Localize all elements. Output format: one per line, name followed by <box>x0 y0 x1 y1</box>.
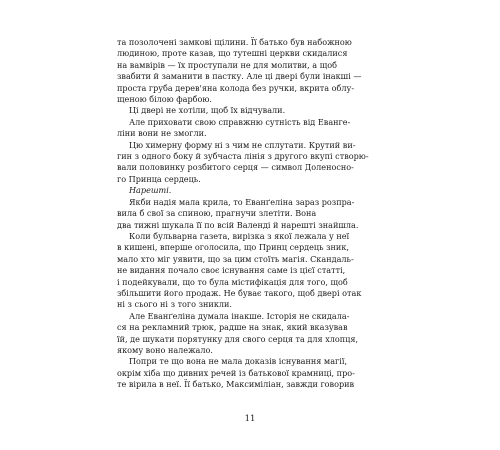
paragraph-2: Ці двері не хотіли, щоб їх відчували. <box>129 105 286 116</box>
paragraph-6: Якби надія мала крила, то Еванґеліна зараз розпра- вила б свої за спиною, прагнучи злетіти. Вона два тижні шукала її по всій Валенді й нарешті знайшла. <box>117 196 359 230</box>
paragraph-9: Попри те що вона не мала доказів існування магії, окрім хіба що дивних речей із батькової крамниці, про- те вірила в неї. Її батько, Максиміліан, завжди говорив <box>117 356 355 390</box>
page-number: 11 <box>244 414 256 424</box>
paragraph-4: Цю химерну форму ні з чим не сплутати. Крутий ви- гин з одного боку й зубчаста лінія з другого вкупі створю- вали половинку розбитого серця — символ Доленосно- го Принца сердець. <box>117 139 369 184</box>
paragraph-7: Коли бульварна газета, вирізка з якої лежала у неї в кишені, вперше оголосила, що Принц сердець зник, мало хто міг уявити, що за цим стоїть магія. Скандаль- не видання почало своє існування саме із цієї статті, і подейкували, що то була містифікація для того, щоб збільшити його продаж. Не буває такого, щоб двері отак ні з сього ні з того зникли. <box>117 230 362 310</box>
paragraph-1: та позолочені замкові щілини. Її батько був набожною людиною, проте казав, що тутешні церкви скидалися на вамвірів — їх проступали не для молитви, а щоб звабити й заманити в пастку. Але ці двері були інакші — проста груба дерев'яна колода без ручки, вкрита облу- щеною білою фарбою. <box>117 37 362 105</box>
paragraph-8: Але Еванґеліна думала інакше. Історія не скидала- ся на рекламний трюк, радше на знак, який вказував їй, де шукати порятунку для свого серця та для хлопця, якому воно належало. <box>117 310 359 355</box>
paragraph-5: Нарешті. <box>129 185 172 196</box>
paragraph-3: Але приховати свою справжню сутність від Еванге- ліни вони не змогли. <box>117 116 351 139</box>
body-text <box>117 37 384 391</box>
